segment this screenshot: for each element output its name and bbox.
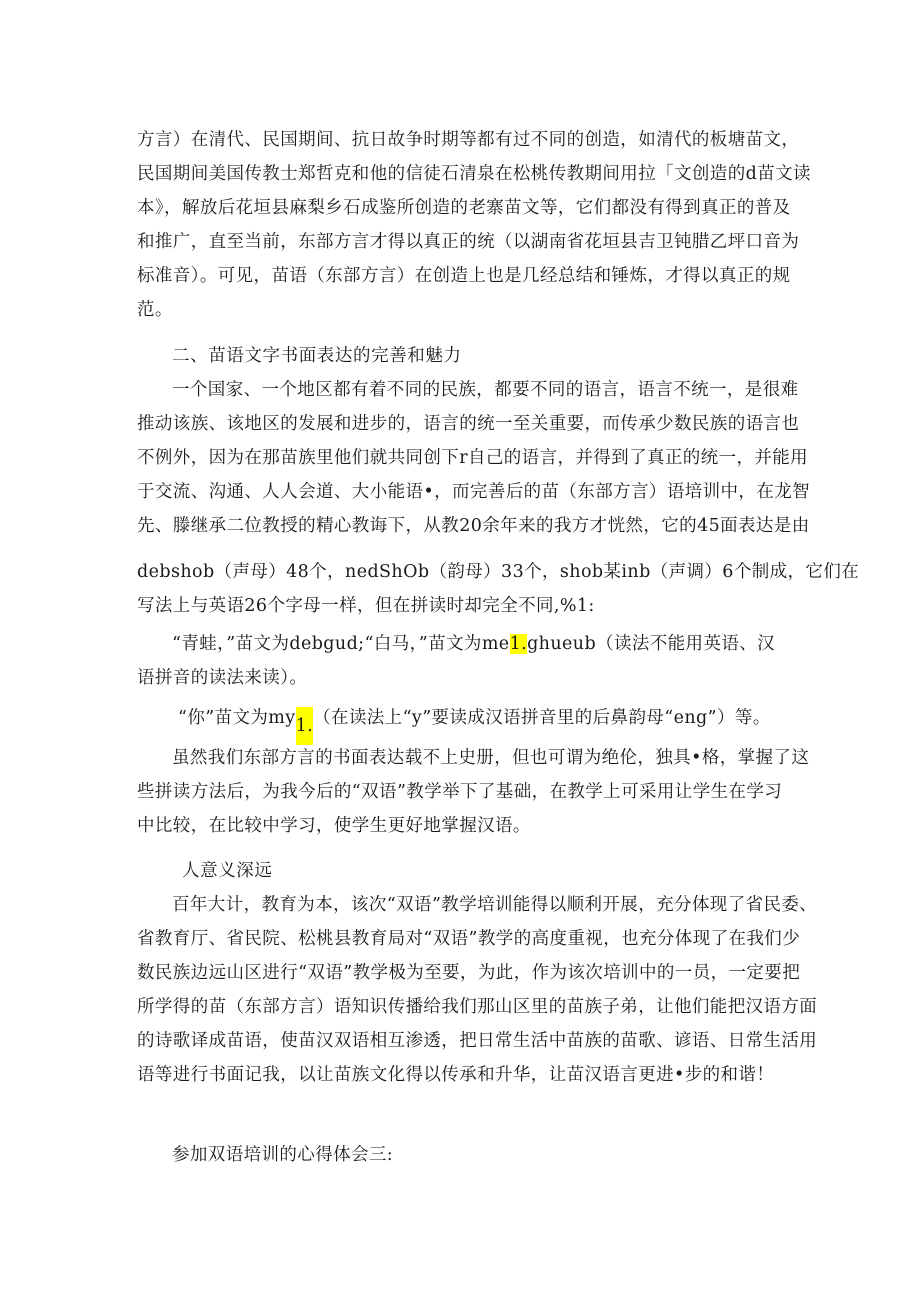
paragraph-line: 省教育厅、省民院、松桃县教育局对“双语”教学的高度重视，也充分体现了在我们少 [137, 929, 801, 949]
section-heading: 二、苗语文字书面表达的完善和魅力 [172, 346, 462, 366]
example-line [178, 706, 838, 745]
paragraph-line: 写法上与英语26个字母一样，但在拼读时却完全不同,%1: [137, 596, 595, 616]
paragraph-line: 语等进行书面记我，以让苗族文化得以传承和升华，让苗汉语言更进•步的和谐！ [137, 1065, 775, 1085]
paragraph-line: 于交流、沟通、人人会道、大小能语•，而完善后的苗（东部方言）语培训中，在龙智 [137, 482, 811, 502]
example-text: “你”苗文为my [178, 708, 296, 728]
paragraph-line: 些拼读方法后，为我今后的“双语”教学举下了基础，在教学上可采用让学生在学习 [137, 782, 783, 802]
example-text: “青蛙，”苗文为debgud;“白马，”苗文为me [172, 634, 510, 654]
paragraph-line: debshob（声母）48个，nedShOb（韵母）33个，shob某inb（声调）6个制成，它们在 [137, 562, 860, 582]
paragraph-line: 标准音）。可见，苗语（东部方言）在创造上也是几经总结和锤炼，才得以真正的规 [137, 266, 791, 286]
paragraph-line: 本》，解放后花垣县麻梨乡石成鉴所创造的老寨苗文等，它们都没有得到真正的普及 [137, 198, 791, 218]
paragraph-line: 百年大计，教育为本，该次“双语”教学培训能得以顺利开展，充分体现了省民委、 [172, 895, 818, 915]
paragraph-line: 所学得的苗（东部方言）语知识传播给我们那山区里的苗族子弟，让他们能把汉语方面 [137, 997, 818, 1017]
paragraph-line: 数民族边远山区进行“双语”教学极为至要，为此，作为该次培训中的一员，一定要把 [137, 963, 801, 983]
paragraph-line: 范。 [137, 300, 173, 320]
highlighted-text: 1. [296, 707, 314, 745]
paragraph-line: 方言）在清代、民国期间、抗日故争时期等都有过不同的创造，如清代的板塘苗文， [137, 130, 800, 150]
paragraph-line: 和推广，直至当前，东部方言才得以真正的统（以湖南省花垣县吉卫钝腊乙坪口音为 [137, 232, 800, 252]
paragraph-line: 的诗歌译成苗语，使苗汉双语相互渗透，把日常生活中苗族的苗歌、谚语、日常生活用 [137, 1031, 818, 1051]
paragraph-line: 不例外，因为在那苗族里他们就共同创下r自己的语言，并得到了真正的统一，并能用 [137, 448, 809, 468]
section-title: 参加双语培训的心得体会三: [172, 1145, 394, 1165]
paragraph-line: 虽然我们东部方言的书面表达载不上史册，但也可谓为绝伦，独具•格，掌握了这 [172, 748, 810, 768]
paragraph-line: 中比较，在比较中学习，使学生更好地掌握汉语。 [137, 816, 531, 836]
paragraph-line: 推动该族、该地区的发展和进步的，语言的统一至关重要，而传承少数民族的语言也 [137, 414, 800, 434]
example-text: （在读法上“y”要读成汉语拼音里的后鼻韵母“eng”）等。 [313, 708, 771, 728]
paragraph-line: 一个国家、一个地区都有着不同的民族，都要不同的语言，语言不统一，是很难 [172, 380, 799, 400]
highlighted-text: 1. [509, 634, 528, 654]
paragraph-line: 民国期间美国传教士郑哲克和他的信徒石清泉在松桃传教期间用拉「文创造的d苗文读 [137, 164, 811, 184]
example-text: ghueub（读法不能用英语、汉 [527, 634, 776, 654]
example-line [172, 632, 832, 656]
paragraph-line: 先、滕继承二位教授的精心教诲下，从教20余年来的我方才恍然，它的45面表达是由 [137, 516, 810, 536]
section-heading: 人意义深远 [182, 861, 273, 881]
paragraph-line: 语拼音的读法来读）。 [137, 668, 308, 688]
